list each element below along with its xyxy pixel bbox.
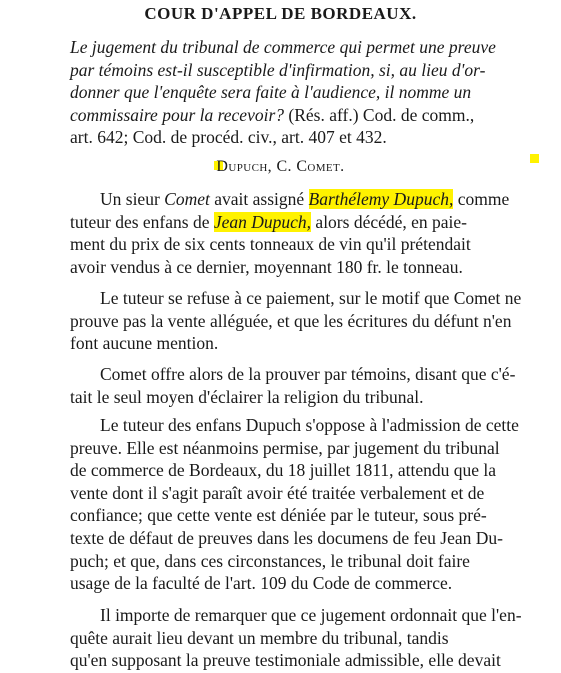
highlighted-name: Barthélemy Dupuch, — [308, 189, 454, 209]
highlighted-name: Jean Dupuch, — [213, 211, 312, 232]
text-line: tait le seul moyen d'éclairer la religion du tribunal. — [70, 386, 424, 407]
text-line: ment du prix de six cents tonneaux de vin qu'il prétendait — [70, 234, 471, 255]
page-header: COUR D'APPEL DE BORDEAUX. — [144, 4, 417, 23]
paragraph-5 — [70, 604, 552, 672]
text-line: Comet offre alors de la prouver par témoins, disant que c'é- — [100, 364, 516, 384]
summary-references: art. 642; Cod. de procéd. civ., art. 407 et 432. — [70, 127, 387, 147]
text-run: Un sieur — [100, 189, 165, 209]
text-run: avait assigné — [209, 189, 309, 209]
text-line: avoir vendus à ce dernier, moyennant 180 fr. le tonneau. — [70, 256, 463, 277]
text-line: Il importe de remarquer que ce jugement ordonnait que l'en- — [100, 605, 522, 625]
summary-question-line: Le jugement du tribunal de commerce qui permet une preuve — [70, 37, 496, 57]
case-summary — [70, 36, 550, 149]
text-line: preuve. Elle est néanmoins permise, par jugement du tribunal — [70, 437, 500, 458]
text-line: vente dont il s'agit paraît avoir été traitée verbalement et de — [70, 482, 485, 503]
paragraph-2 — [70, 287, 552, 355]
text-run: Comet — [164, 189, 210, 209]
text-run: alors décédé, en paie- — [311, 211, 468, 232]
summary-answer: (Rés. aff.) Cod. de comm., — [284, 104, 475, 125]
text-line: quête aurait lieu devant un membre du tribunal, tandis — [70, 627, 449, 648]
case-parties: Dupuch, C. Comet. — [216, 158, 345, 175]
text-line: prouve pas la vente alléguée, et que les écritures du défunt n'en — [70, 310, 512, 331]
text-line: Le tuteur se refuse à ce paiement, sur le motif que Comet ne — [100, 288, 522, 308]
text-run: tuteur des enfans de — [70, 211, 214, 232]
paragraph-4 — [70, 414, 552, 595]
text-line: qu'en supposant la preuve testimoniale admissible, elle devait — [70, 650, 501, 671]
text-line: confiance; que cette vente est déniée par le tuteur, sous pré- — [70, 505, 487, 526]
text-line: puch; et que, dans ces circonstances, le tribunal doit faire — [70, 550, 470, 571]
text-line: de commerce de Bordeaux, du 18 juillet 1811, attendu que la — [70, 460, 497, 481]
text-line: usage de la faculté de l'art. 109 du Code de commerce. — [70, 573, 453, 594]
paragraph-3 — [70, 363, 552, 408]
summary-question-line: par témoins est-il susceptible d'infirmation, si, au lieu d'or- — [70, 59, 486, 80]
text-line: font aucune mention. — [70, 333, 219, 354]
text-line: texte de défaut de preuves dans les documens de feu Jean Du- — [70, 527, 503, 548]
text-line: Le tuteur des enfans Dupuch s'oppose à l'admission de cette — [100, 415, 519, 435]
text-run: comme — [453, 189, 510, 209]
summary-question-line: commissaire pour la recevoir? — [70, 104, 285, 125]
summary-question-line: donner que l'enquête sera faite à l'audience, il nomme un — [70, 82, 472, 102]
paragraph-1 — [70, 188, 552, 278]
